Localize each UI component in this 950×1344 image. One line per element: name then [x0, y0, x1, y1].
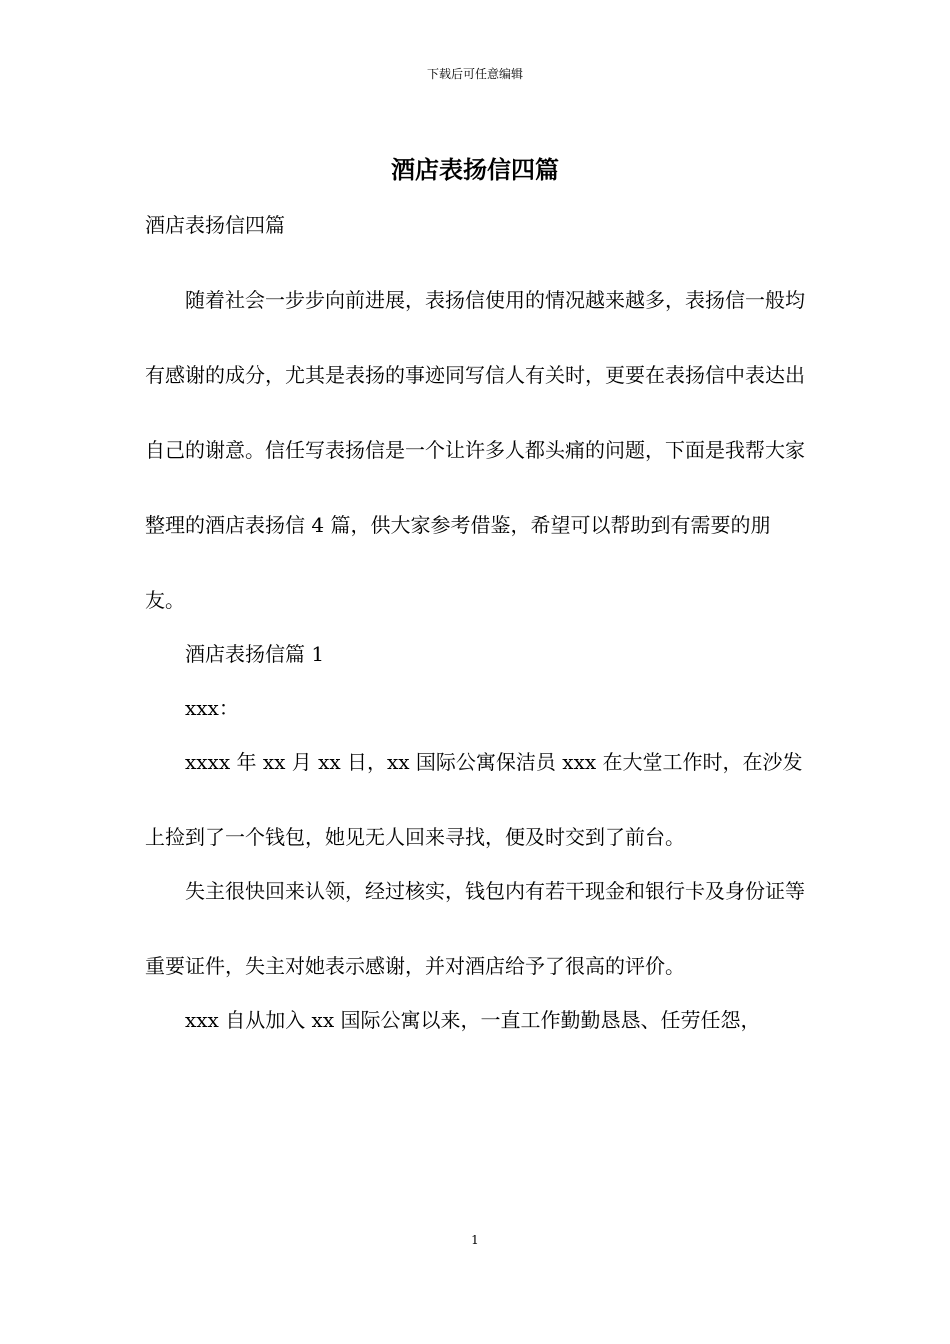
paragraph-intro: 随着社会一步步向前进展，表扬信使用的情况越来越多，表扬信一般均有感谢的成分，尤其是表扬的事迹同写信人有关时，更要在表扬信中表达出自己的谢意。信任写表扬信是一个让许多人都头痛的问题，下面是我帮大家整理的酒店表扬信 4 篇，供大家参考借鉴，希望可以帮助到有需要的朋友。 — [145, 288, 805, 612]
paragraph-owner: 失主很快回来认领，经过核实，钱包内有若干现金和银行卡及身份证等重要证件，失主对她表示感谢，并对酒店给予了很高的评价。 — [145, 879, 805, 978]
page-number: 1 — [471, 1233, 479, 1247]
document-subtitle: 酒店表扬信四篇 — [145, 213, 285, 237]
section-heading: 酒店表扬信篇 1 — [185, 642, 325, 666]
paragraph-praise: xxx 自从加入 xx 国际公寓以来，一直工作勤勤恳恳、任劳任怨， — [185, 1008, 761, 1032]
page-header-note: 下载后可任意编辑 — [426, 67, 523, 81]
document-body — [145, 209, 807, 1058]
letter-salutation: xxx： — [185, 696, 239, 720]
paragraph-event: xxxx 年 xx 月 xx 日，xx 国际公寓保洁员 xxx 在大堂工作时，在沙发上捡到了一个钱包，她见无人回来寻找，便及时交到了前台。 — [145, 750, 803, 849]
document-title: 酒店表扬信四篇 — [391, 155, 559, 184]
